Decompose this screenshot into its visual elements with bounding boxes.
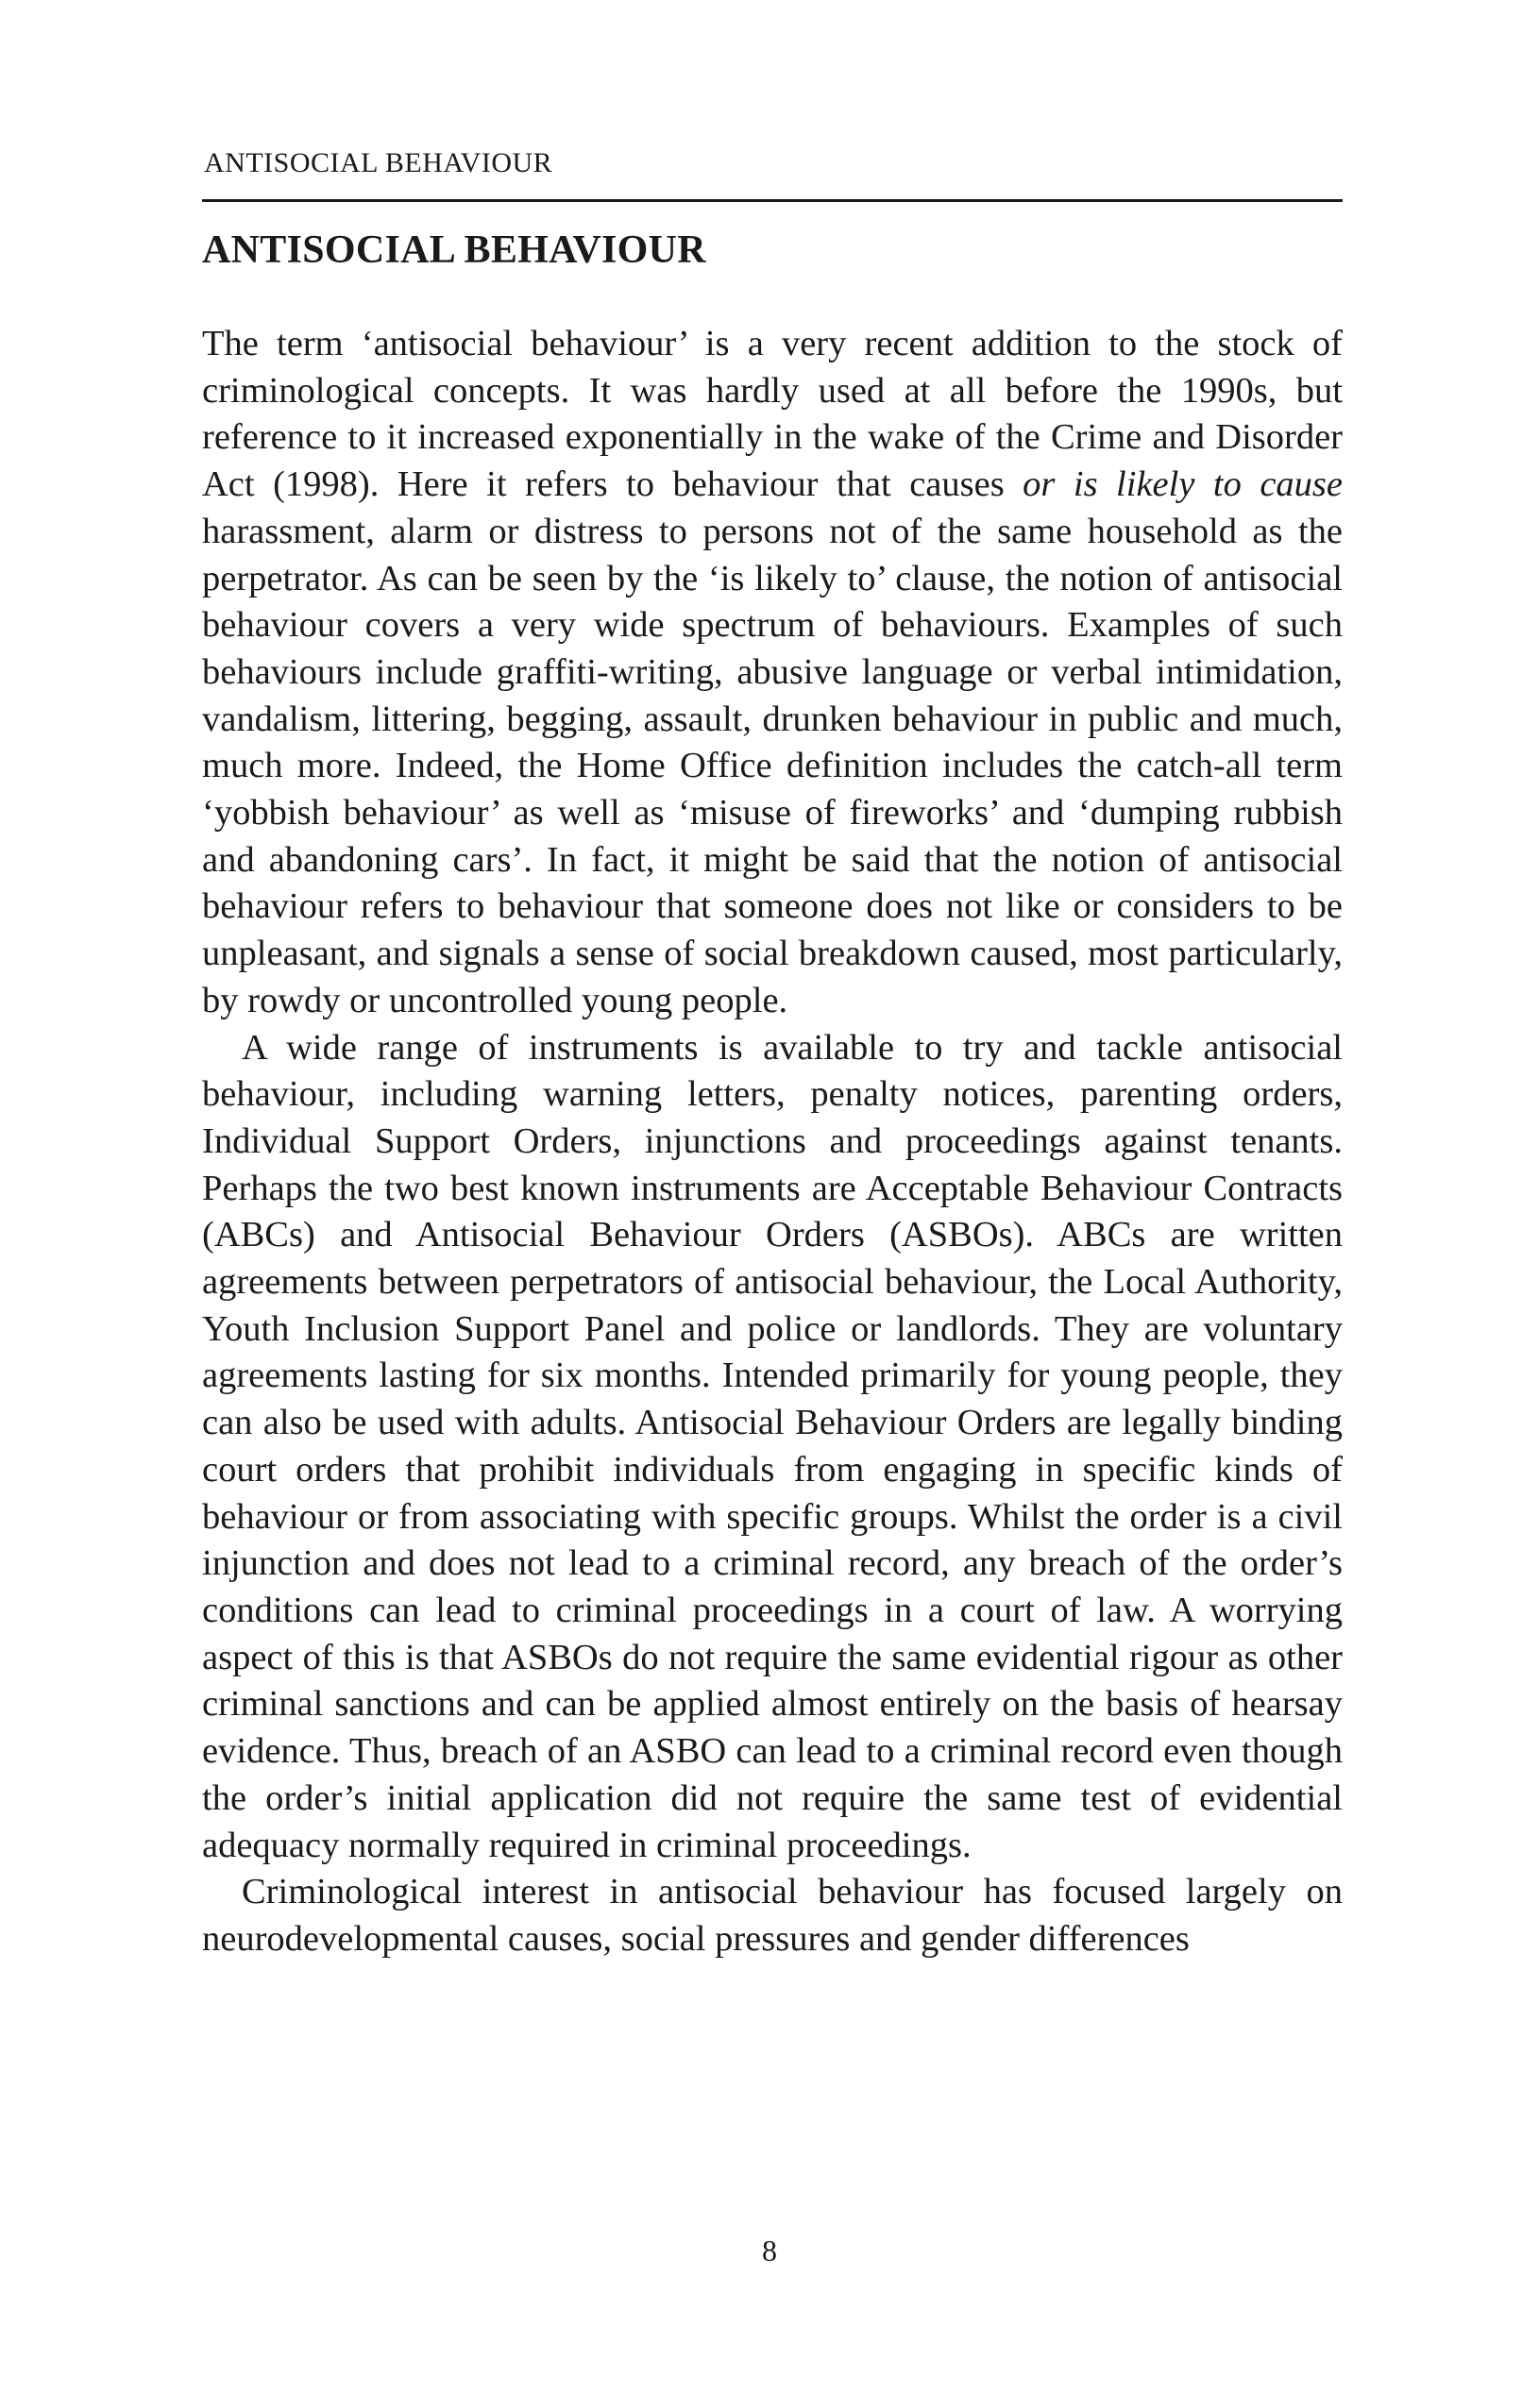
body-text xyxy=(202,321,1343,1963)
paragraph-1-start: The term ‘antisocial behaviour’ is a very recent addition to the stock of criminological concepts. It was hardly used at all before the 1990s, but reference to it increased exponentially in the wake of the Crime and Disorder Act (1998). Here it refers to behaviour that causes xyxy=(202,324,1343,505)
paragraph-1-end: harassment, alarm or distress to persons not of the same household as the perpetrator. As can be seen by the ‘is likely to’ clause, the notion of antisocial behaviour covers a very wide spectrum of behaviours. Examples of such behaviours include graffiti-writing, abusive language or verbal intimidation, vandalism, littering, begging, assault, drunken behaviour in public and much, much more. Indeed, the Home Office definition includes the catch-all term ‘yobbish behaviour’ as well as ‘misuse of fireworks’ and ‘dumping rubbish and abandoning cars’. In fact, it might be said that the notion of antisocial behaviour refers to behaviour that someone does not like or considers to be unpleasant, and signals a sense of social breakdown caused, most particularly, by rowdy or uncontrolled young people. xyxy=(202,511,1343,1020)
paragraph-1 xyxy=(202,321,1343,1025)
header-rule xyxy=(202,199,1343,202)
paragraph-2: A wide range of instruments is available to try and tackle antisocial behaviour, including warning letters, penalty notices, parenting orders, Individual Support Orders, injunctions and proceedings against tenants. Perhaps the two best known instruments are Acceptable Behaviour Contracts (ABCs) and Antisocial Behaviour Orders (ASBOs). ABCs are written agreements between perpetrators of antisocial behaviour, the Local Authority, Youth Inclusion Support Panel and police or landlords. They are voluntary agreements lasting for six months. Intended primarily for young people, they can also be used with adults. Antisocial Behaviour Orders are legally binding court orders that prohibit individuals from engaging in specific kinds of behaviour or from associating with specific groups. Whilst the order is a civil injunction and does not lead to a criminal record, any breach of the order’s conditions can lead to criminal proceedings in a court of law. A worrying aspect of this is that ASBOs do not require the same evidential rigour as other criminal sanctions and can be applied almost entirely on the basis of hearsay evidence. Thus, breach of an ASBO can lead to a criminal record even though the order’s initial application did not require the same test of evidential adequacy normally required in criminal proceedings. xyxy=(202,1027,1343,1865)
paragraph-3: Criminological interest in antisocial behaviour has focused largely on neurodevelopmental causes, social pressures and gender differences xyxy=(202,1872,1343,1959)
paragraph-1-emphasis: or is likely to cause xyxy=(1023,464,1343,505)
entry-title: ANTISOCIAL BEHAVIOUR xyxy=(202,228,706,272)
running-head: ANTISOCIAL BEHAVIOUR xyxy=(204,147,553,178)
page-number: 8 xyxy=(762,2233,777,2267)
